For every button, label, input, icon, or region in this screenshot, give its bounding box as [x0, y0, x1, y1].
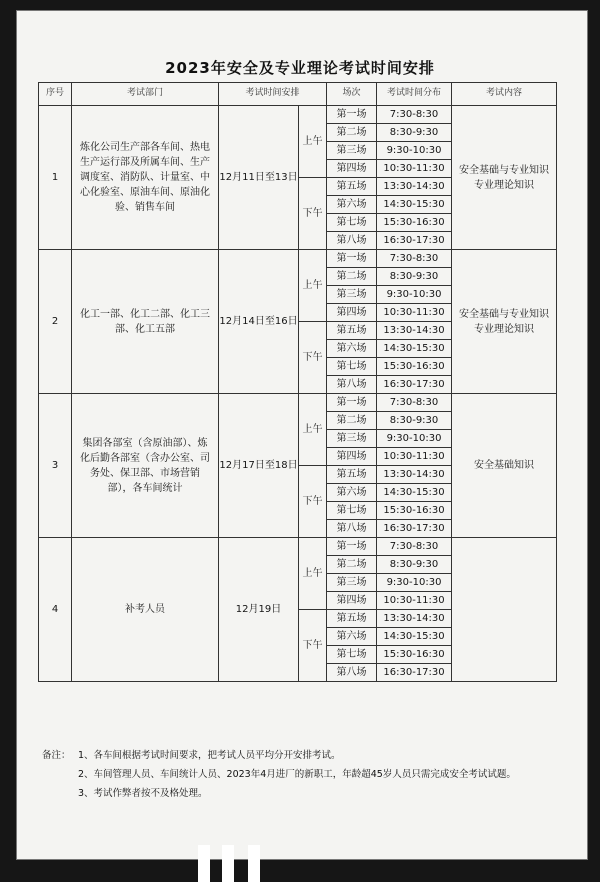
cell-session: 第八场	[327, 232, 377, 250]
cell-time: 14:30-15:30	[377, 196, 452, 214]
cell-session: 第六场	[327, 628, 377, 646]
cell-time: 15:30-16:30	[377, 502, 452, 520]
table-row	[39, 106, 557, 124]
header-session: 场次	[327, 83, 377, 106]
cell-seq: 3	[39, 394, 72, 538]
cell-session: 第六场	[327, 340, 377, 358]
cell-session: 第七场	[327, 502, 377, 520]
cell-time: 16:30-17:30	[377, 232, 452, 250]
cell-time: 9:30-10:30	[377, 574, 452, 592]
cell-dept: 化工一部、化工二部、化工三部、化工五部	[72, 250, 219, 394]
table-row	[39, 538, 557, 556]
cell-content: 安全基础与专业知识专业理论知识	[452, 106, 557, 250]
cell-session: 第七场	[327, 646, 377, 664]
cell-dates: 12月14日至16日	[219, 250, 299, 394]
cell-time: 8:30-9:30	[377, 556, 452, 574]
cell-time: 14:30-15:30	[377, 340, 452, 358]
cell-time: 13:30-14:30	[377, 322, 452, 340]
cell-dept: 集团各部室（含原油部）、炼化后勤各部室（含办公室、司务处、保卫部、市场营销部），各车间统计	[72, 394, 219, 538]
scan-mark	[198, 845, 210, 882]
scan-mark	[222, 845, 234, 882]
cell-seq: 2	[39, 250, 72, 394]
cell-afternoon: 下午	[299, 610, 327, 682]
cell-session: 第二场	[327, 268, 377, 286]
cell-content	[452, 538, 557, 682]
cell-session: 第五场	[327, 466, 377, 484]
cell-session: 第二场	[327, 556, 377, 574]
cell-session: 第二场	[327, 412, 377, 430]
cell-session: 第四场	[327, 448, 377, 466]
table-row	[39, 250, 557, 268]
cell-time: 13:30-14:30	[377, 610, 452, 628]
header-content: 考试内容	[452, 83, 557, 106]
header-seq: 序号	[39, 83, 72, 106]
cell-time: 10:30-11:30	[377, 592, 452, 610]
cell-session: 第三场	[327, 286, 377, 304]
note-text: 1、各车间根据考试时间要求，把考试人员平均分开安排考试。	[78, 750, 341, 761]
cell-time: 9:30-10:30	[377, 286, 452, 304]
cell-dates: 12月19日	[219, 538, 299, 682]
cell-dept: 补考人员	[72, 538, 219, 682]
cell-session: 第二场	[327, 124, 377, 142]
cell-time: 15:30-16:30	[377, 646, 452, 664]
note-item	[42, 784, 562, 803]
cell-session: 第四场	[327, 592, 377, 610]
cell-time: 16:30-17:30	[377, 376, 452, 394]
scan-mark	[248, 845, 260, 882]
cell-time: 16:30-17:30	[377, 520, 452, 538]
cell-seq: 1	[39, 106, 72, 250]
cell-dates: 12月17日至18日	[219, 394, 299, 538]
cell-time: 7:30-8:30	[377, 250, 452, 268]
cell-time: 15:30-16:30	[377, 358, 452, 376]
cell-session: 第三场	[327, 574, 377, 592]
cell-afternoon: 下午	[299, 178, 327, 250]
exam-schedule-table	[38, 82, 557, 682]
note-item	[42, 765, 562, 784]
cell-afternoon: 下午	[299, 466, 327, 538]
cell-session: 第一场	[327, 394, 377, 412]
cell-time: 7:30-8:30	[377, 538, 452, 556]
cell-time: 7:30-8:30	[377, 106, 452, 124]
cell-session: 第五场	[327, 322, 377, 340]
cell-time: 16:30-17:30	[377, 664, 452, 682]
header-time: 考试时间分布	[377, 83, 452, 106]
cell-morning: 上午	[299, 394, 327, 466]
cell-session: 第三场	[327, 430, 377, 448]
cell-session: 第四场	[327, 304, 377, 322]
cell-time: 8:30-9:30	[377, 412, 452, 430]
table-row	[39, 394, 557, 412]
cell-session: 第五场	[327, 178, 377, 196]
cell-morning: 上午	[299, 538, 327, 610]
cell-session: 第八场	[327, 376, 377, 394]
cell-session: 第五场	[327, 610, 377, 628]
cell-time: 14:30-15:30	[377, 484, 452, 502]
cell-session: 第三场	[327, 142, 377, 160]
cell-morning: 上午	[299, 106, 327, 178]
cell-dates: 12月11日至13日	[219, 106, 299, 250]
cell-time: 13:30-14:30	[377, 466, 452, 484]
header-dept: 考试部门	[72, 83, 219, 106]
note-text: 3、考试作弊者按不及格处理。	[78, 788, 208, 799]
cell-time: 9:30-10:30	[377, 142, 452, 160]
cell-time: 10:30-11:30	[377, 304, 452, 322]
page-title: 2023年安全及专业理论考试时间安排	[165, 59, 435, 77]
cell-seq: 4	[39, 538, 72, 682]
cell-session: 第一场	[327, 106, 377, 124]
cell-session: 第八场	[327, 664, 377, 682]
cell-time: 15:30-16:30	[377, 214, 452, 232]
notes-label: 备注：	[42, 750, 71, 761]
note-item	[42, 746, 562, 765]
cell-session: 第七场	[327, 358, 377, 376]
cell-session: 第七场	[327, 214, 377, 232]
header-dates: 考试时间安排	[219, 83, 327, 106]
cell-time: 10:30-11:30	[377, 160, 452, 178]
cell-afternoon: 下午	[299, 322, 327, 394]
cell-session: 第八场	[327, 520, 377, 538]
cell-session: 第六场	[327, 196, 377, 214]
cell-content: 安全基础知识	[452, 394, 557, 538]
cell-time: 10:30-11:30	[377, 448, 452, 466]
cell-session: 第一场	[327, 538, 377, 556]
cell-time: 7:30-8:30	[377, 394, 452, 412]
cell-session: 第六场	[327, 484, 377, 502]
cell-time: 14:30-15:30	[377, 628, 452, 646]
cell-content: 安全基础与专业知识专业理论知识	[452, 250, 557, 394]
note-text: 2、车间管理人员、车间统计人员、2023年4月进厂的新职工，年龄超45岁人员只需完成安全考试试题。	[78, 769, 516, 780]
cell-time: 13:30-14:30	[377, 178, 452, 196]
notes-section	[42, 746, 562, 803]
cell-morning: 上午	[299, 250, 327, 322]
cell-dept: 炼化公司生产部各车间、热电生产运行部及所属车间、生产调度室、消防队、计量室、中心化验室、原油车间、原油化验、销售车间	[72, 106, 219, 250]
cell-session: 第四场	[327, 160, 377, 178]
cell-time: 8:30-9:30	[377, 124, 452, 142]
cell-session: 第一场	[327, 250, 377, 268]
table-header-row	[39, 83, 557, 106]
cell-time: 9:30-10:30	[377, 430, 452, 448]
cell-time: 8:30-9:30	[377, 268, 452, 286]
